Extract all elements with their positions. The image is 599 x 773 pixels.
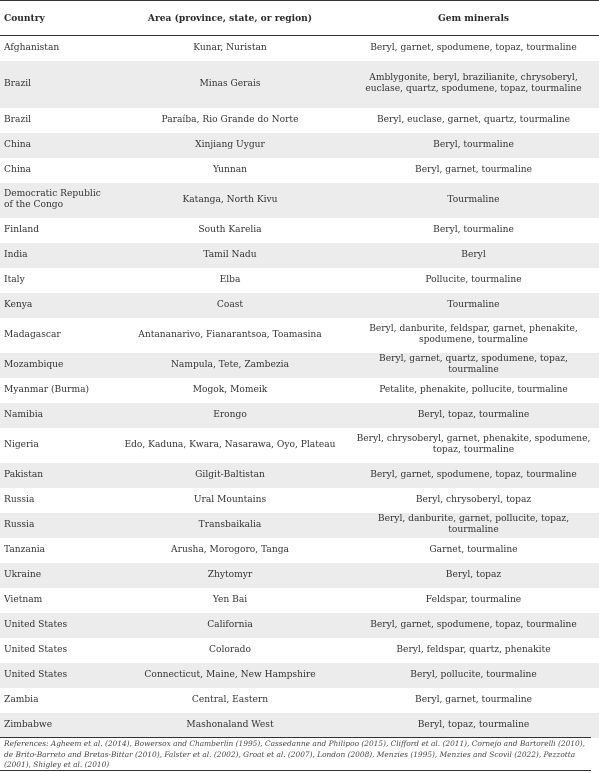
area-cell: South Karelia	[198, 224, 262, 235]
area-cell: Arusha, Morogoro, Tanga	[171, 544, 289, 555]
table-row	[0, 403, 599, 428]
area-cell: Mashonaland West	[112, 713, 348, 738]
table-row	[0, 713, 599, 738]
table-row	[0, 108, 599, 133]
area-cell: Kunar, Nuristan	[193, 42, 267, 53]
area-cell: Erongo	[112, 403, 348, 428]
table-row	[0, 133, 599, 158]
column-header-area: Area (province, state, or region)	[112, 1, 348, 36]
table-row	[0, 588, 599, 613]
table-row	[0, 318, 599, 353]
table-row	[0, 268, 599, 293]
area-cell: California	[112, 613, 348, 638]
country-cell: Russia	[4, 494, 35, 505]
table-body	[0, 36, 599, 738]
country-cell: India	[0, 243, 112, 268]
references-note: References: Agheem et al. (2014), Bowersox and Chamberlin (1995), Cassedanne and Philipoo (2015), Clifford et al. (2011), Cornejo and Bartorelli (2010), de Brito-Barreto and Bretas-Bittar (2010), Falster et al. (2002), Groat et al. (2007), London (2008), Menzies (1995), Menzies and Scovil (2022), Pezzotta (2001), Shigley et al. (2010)	[0, 737, 591, 771]
area-cell: Gilgit-Baltistan	[112, 463, 348, 488]
gem-minerals-cell: Beryl, topaz, tourmaline	[348, 403, 599, 428]
area-cell: Connecticut, Maine, New Hampshire	[112, 663, 348, 688]
area-cell: Mogok, Momeik	[192, 384, 268, 395]
country-cell: Finland	[4, 224, 40, 235]
table-row	[0, 638, 599, 663]
country-cell: Democratic Republic of the Congo	[0, 183, 112, 218]
table-row	[0, 36, 599, 61]
country-cell: Italy	[4, 274, 25, 285]
area-cell: Nampula, Tete, Zambezia	[112, 353, 348, 378]
gem-minerals-cell: Tourmaline	[348, 183, 599, 218]
table-row	[0, 488, 599, 513]
country-cell: Nigeria	[4, 439, 39, 450]
country-cell: Ukraine	[0, 563, 112, 588]
area-cell: Antananarivo, Fianarantsoa, Toamasina	[138, 329, 322, 340]
area-cell: Coast	[112, 293, 348, 318]
area-cell: Paraíba, Rio Grande do Norte	[161, 114, 299, 125]
table-row	[0, 513, 599, 538]
table-row	[0, 353, 599, 378]
gem-minerals-cell: Pollucite, tourmaline	[425, 274, 522, 285]
gem-minerals-cell: Beryl, garnet, tourmaline	[415, 164, 532, 175]
table-row	[0, 218, 599, 243]
gem-minerals-cell: Beryl, feldspar, quartz, phenakite	[396, 644, 551, 655]
area-cell: Katanga, North Kivu	[112, 183, 348, 218]
table-row	[0, 378, 599, 403]
gem-minerals-cell: Petalite, phenakite, pollucite, tourmaline	[379, 384, 568, 395]
gem-minerals-cell: Beryl, garnet, spodumene, topaz, tourmaline	[370, 42, 577, 53]
gem-minerals-cell: Beryl, garnet, quartz, spodumene, topaz, tourmaline	[348, 353, 599, 378]
area-cell: Yunnan	[212, 164, 248, 175]
area-cell: Zhytomyr	[112, 563, 348, 588]
country-cell: United States	[0, 613, 112, 638]
gem-minerals-cell: Beryl, euclase, garnet, quartz, tourmaline	[376, 114, 571, 125]
header-row	[0, 1, 599, 36]
country-cell: Madagascar	[4, 329, 61, 340]
gem-minerals-cell: Beryl, tourmaline	[433, 224, 514, 235]
table-row	[0, 538, 599, 563]
table-row	[0, 463, 599, 488]
gem-minerals-cell: Beryl, garnet, spodumene, topaz, tourmaline	[348, 613, 599, 638]
table-row	[0, 428, 599, 463]
gem-minerals-cell: Beryl, pollucite, tourmaline	[348, 663, 599, 688]
country-cell: Vietnam	[4, 594, 43, 605]
gem-minerals-cell: Beryl, chrysoberyl, topaz	[415, 494, 532, 505]
country-cell: Kenya	[0, 293, 112, 318]
area-cell: Tamil Nadu	[112, 243, 348, 268]
country-cell: Zambia	[4, 694, 39, 705]
country-cell: China	[4, 164, 32, 175]
area-cell: Colorado	[209, 644, 251, 655]
gem-minerals-cell: Beryl, tourmaline	[348, 133, 599, 158]
gem-minerals-cell: Tourmaline	[348, 293, 599, 318]
country-cell: Tanzania	[4, 544, 46, 555]
country-cell: Mozambique	[0, 353, 112, 378]
table-row	[0, 158, 599, 183]
area-cell: Edo, Kaduna, Kwara, Nasarawa, Oyo, Plateau	[124, 439, 336, 450]
table-row	[0, 663, 599, 688]
country-cell: Brazil	[4, 114, 32, 125]
table-row	[0, 563, 599, 588]
area-cell: Yen Bai	[212, 594, 248, 605]
table-row	[0, 293, 599, 318]
column-header-country: Country	[0, 1, 112, 36]
area-cell: Ural Mountains	[193, 494, 267, 505]
gem-minerals-cell: Beryl, chrysoberyl, garnet, phenakite, spodumene, topaz, tourmaline	[356, 434, 591, 455]
country-cell: Afghanistan	[4, 42, 60, 53]
table-row	[0, 61, 599, 108]
gem-minerals-cell: Beryl, topaz	[348, 563, 599, 588]
table-header	[0, 1, 599, 36]
country-cell: Zimbabwe	[0, 713, 112, 738]
country-cell: Namibia	[0, 403, 112, 428]
area-cell: Central, Eastern	[191, 694, 269, 705]
country-cell: Myanmar (Burma)	[4, 384, 90, 395]
gem-minerals-cell: Amblygonite, beryl, brazilianite, chrysoberyl, euclase, quartz, spodumene, topaz, tourmaline	[348, 61, 599, 108]
country-cell: United States	[0, 663, 112, 688]
gem-minerals-cell: Feldspar, tourmaline	[425, 594, 522, 605]
country-cell: Brazil	[0, 61, 112, 108]
area-cell: Transbaikalia	[112, 513, 348, 538]
country-cell: Pakistan	[0, 463, 112, 488]
gem-minerals-cell: Beryl, garnet, spodumene, topaz, tourmaline	[348, 463, 599, 488]
area-cell: Minas Gerais	[112, 61, 348, 108]
table-row	[0, 243, 599, 268]
area-cell: Elba	[219, 274, 241, 285]
area-cell: Xinjiang Uygur	[112, 133, 348, 158]
gem-minerals-cell: Beryl, danburite, feldspar, garnet, phenakite, spodumene, tourmaline	[369, 324, 578, 345]
gem-minerals-cell: Garnet, tourmaline	[429, 544, 518, 555]
table-row	[0, 183, 599, 218]
country-cell: China	[0, 133, 112, 158]
table-row	[0, 688, 599, 713]
country-cell: United States	[4, 644, 68, 655]
column-header-gem-minerals: Gem minerals	[348, 1, 599, 36]
gem-minerals-cell: Beryl, danburite, garnet, pollucite, topaz, tourmaline	[348, 513, 599, 538]
gem-minerals-cell: Beryl, garnet, tourmaline	[415, 694, 532, 705]
country-cell: Russia	[0, 513, 112, 538]
gem-minerals-cell: Beryl, topaz, tourmaline	[348, 713, 599, 738]
gem-minerals-cell: Beryl	[348, 243, 599, 268]
table-row	[0, 613, 599, 638]
